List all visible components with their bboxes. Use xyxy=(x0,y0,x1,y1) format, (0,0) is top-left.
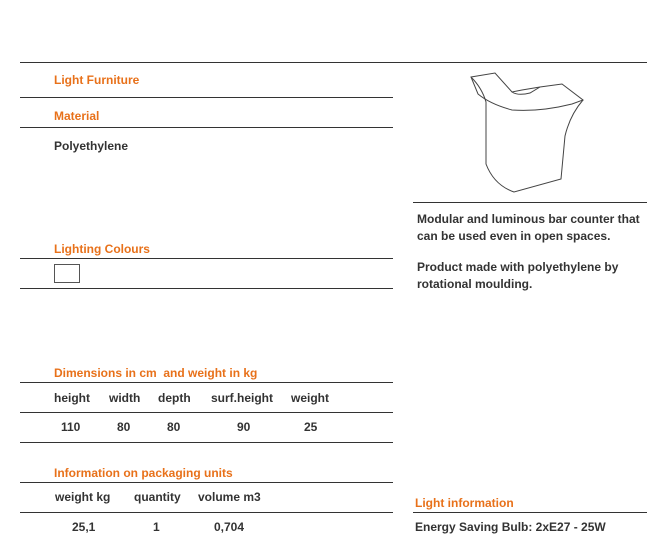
divider xyxy=(20,258,393,259)
divider xyxy=(20,512,393,513)
description-1: Modular and luminous bar counter that can be used even in open spaces. xyxy=(417,212,640,243)
right-divider xyxy=(413,202,647,203)
pack-header-volume: volume m3 xyxy=(198,490,261,504)
lighting-title: Lighting Colours xyxy=(54,242,150,256)
divider xyxy=(20,442,393,443)
colour-swatch xyxy=(54,264,80,283)
divider xyxy=(20,482,393,483)
dim-header-surf-height: surf.height xyxy=(211,391,273,405)
right-divider xyxy=(413,512,647,513)
product-drawing xyxy=(460,70,590,200)
pack-value-volume: 0,704 xyxy=(214,520,245,534)
pack-header-quantity: quantity xyxy=(134,490,181,504)
divider xyxy=(20,382,393,383)
top-divider xyxy=(20,62,647,63)
packaging-title: Information on packaging units xyxy=(54,466,233,480)
pack-value-weight: 25,1 xyxy=(72,520,96,534)
dim-value-width: 80 xyxy=(117,420,131,434)
light-info-value: Energy Saving Bulb: 2xE27 - 25W xyxy=(415,520,606,534)
dim-header-weight: weight xyxy=(291,391,329,405)
divider xyxy=(20,97,393,98)
dim-value-weight: 25 xyxy=(304,420,318,434)
divider xyxy=(20,288,393,289)
dim-header-width: width xyxy=(109,391,141,405)
pack-value-quantity: 1 xyxy=(153,520,160,534)
dim-header-depth: depth xyxy=(158,391,191,405)
category-title: Light Furniture xyxy=(54,73,140,87)
dimensions-title: Dimensions in cm and weight in kg xyxy=(54,366,258,380)
dim-value-surf-height: 90 xyxy=(237,420,251,434)
material-title: Material xyxy=(54,109,100,123)
dim-value-depth: 80 xyxy=(167,420,181,434)
dim-header-height: height xyxy=(54,391,90,405)
description-2: Product made with polyethylene by rotational moulding. xyxy=(417,260,619,291)
divider xyxy=(20,412,393,413)
dim-value-height: 110 xyxy=(61,420,81,434)
divider xyxy=(20,127,393,128)
light-info-title: Light information xyxy=(415,496,514,510)
material-value: Polyethylene xyxy=(54,139,129,153)
pack-header-weight: weight kg xyxy=(55,490,111,504)
